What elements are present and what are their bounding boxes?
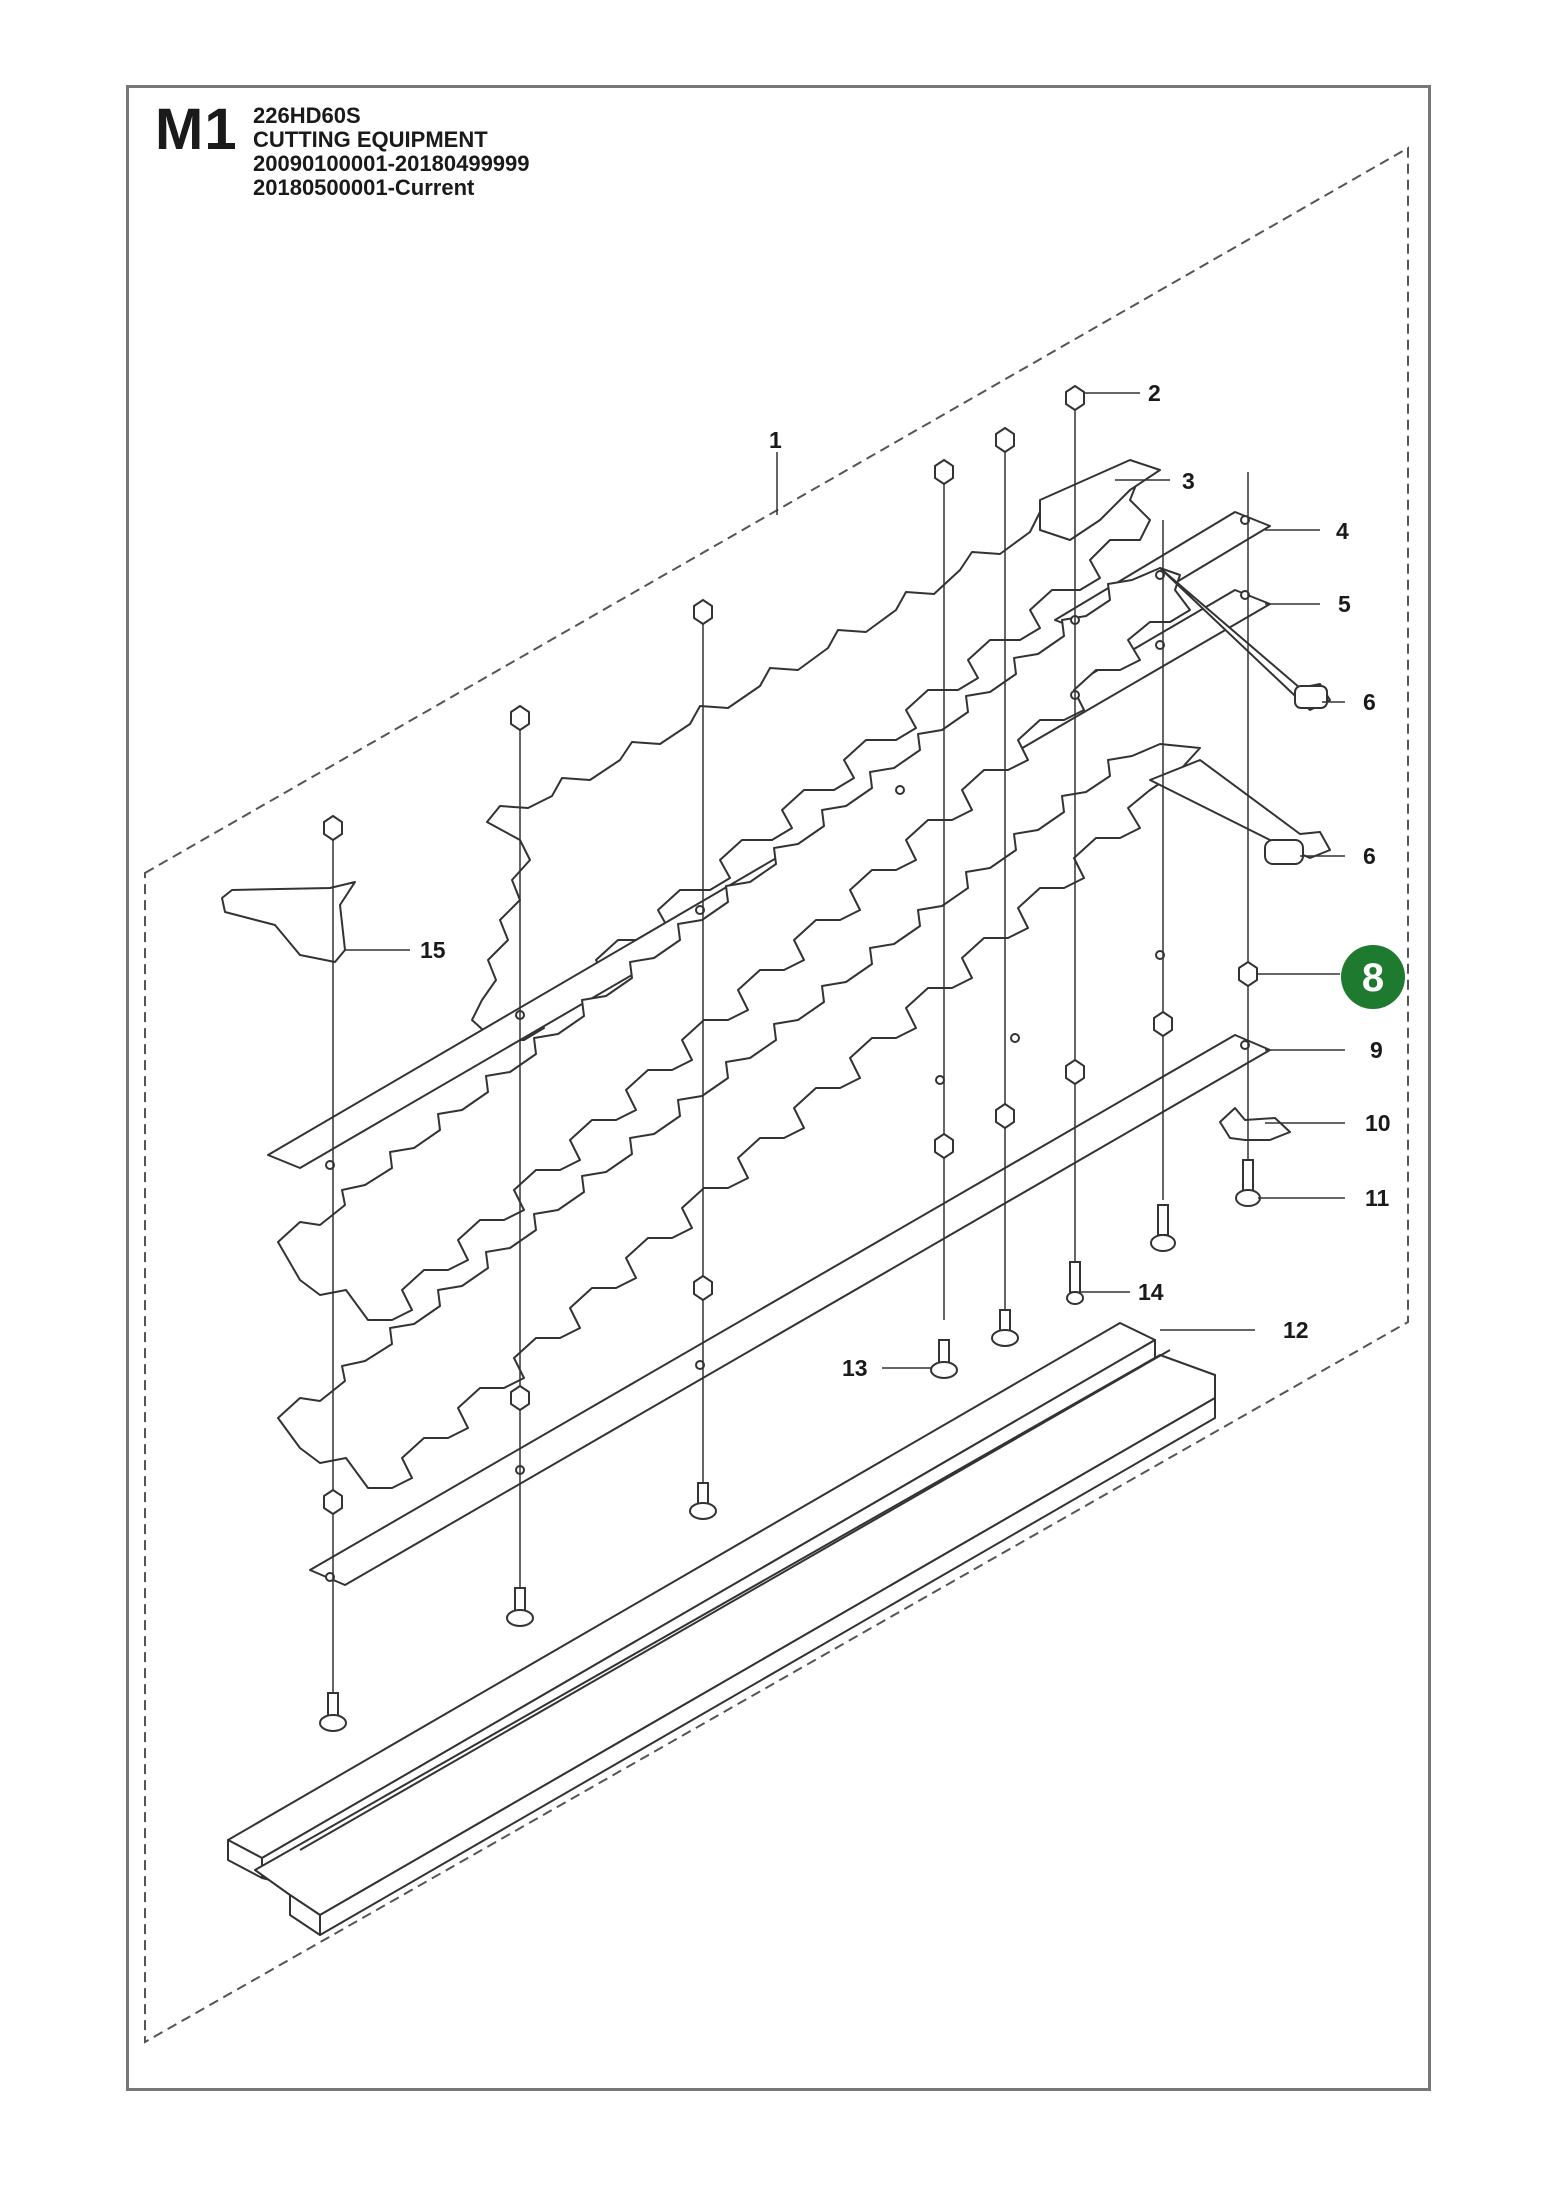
callout-2: 2: [1148, 380, 1161, 406]
serial-range-1: 20090100001-20180499999: [253, 151, 530, 176]
serial-range-2: 20180500001-Current: [253, 175, 475, 200]
callout-1: 1: [769, 427, 782, 453]
section-code: M1: [155, 97, 238, 162]
model-number: 226HD60S: [253, 103, 361, 128]
highlight-label: 8: [1361, 956, 1385, 1000]
callout-4: 4: [1336, 518, 1349, 544]
callout-14: 14: [1138, 1279, 1164, 1305]
callout-5: 5: [1338, 591, 1351, 617]
callout-11: 11: [1365, 1185, 1390, 1211]
callout-10: 10: [1365, 1110, 1391, 1136]
callout-12: 12: [1283, 1317, 1309, 1343]
highlighted-callout-8[interactable]: [1341, 945, 1405, 1009]
callout-3: 3: [1182, 468, 1195, 494]
callout-6-upper: 6: [1363, 689, 1376, 715]
callout-13: 13: [842, 1355, 868, 1381]
clip-plate: [222, 882, 355, 962]
upper-blade: [472, 460, 1160, 1040]
diagram-title: CUTTING EQUIPMENT: [253, 127, 488, 152]
bracket: [1220, 1108, 1290, 1140]
parts-group: [222, 460, 1330, 1935]
callout-9: 9: [1370, 1037, 1383, 1063]
callout-15: 15: [420, 937, 446, 963]
callout-6-lower: 6: [1363, 843, 1376, 869]
